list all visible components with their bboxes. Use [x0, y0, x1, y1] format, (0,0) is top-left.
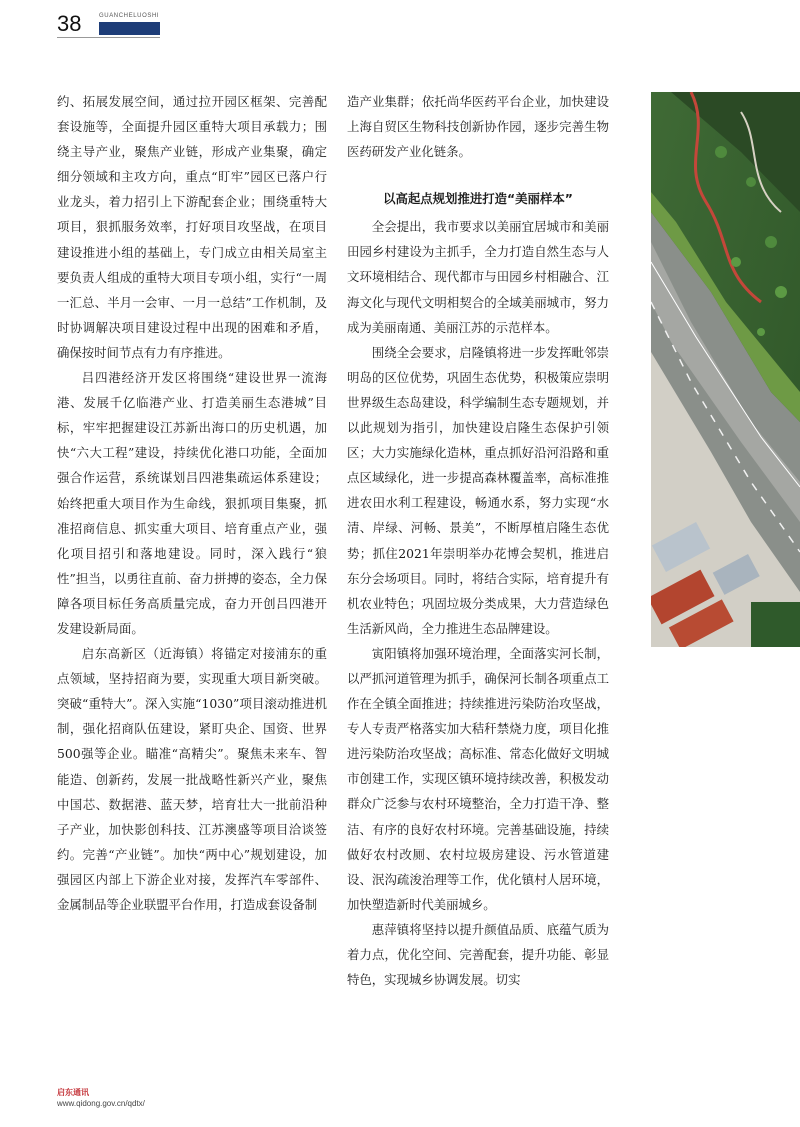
- magazine-name-bar: [99, 22, 212, 88]
- paragraph: 全会提出，我市要求以美丽宜居城市和美丽田园乡村建设为主抓手，全力打造自然生态与人文环境相结合、现代都市与田园乡村相融合、江海文化与现代文明相契合的全域美丽城市，努力成为美丽南通、美丽江苏的示范样本。: [347, 219, 609, 335]
- section-heading: 以高起点规划推进打造“美丽样本”: [383, 191, 573, 207]
- header-rule: [57, 37, 160, 38]
- page-number: 38: [57, 11, 82, 36]
- aerial-photo: [651, 92, 800, 647]
- aerial-photo-graphic: [651, 92, 800, 647]
- paragraph: 约、拓展发展空间，通过拉开园区框架、完善配套设施等，全面提升园区重特大项目承载力；围绕主导产业，聚焦产业链，形成产业集聚，确定细分领域和主攻方向，重点“盯牢”园区已落户行业龙头，着力招引上下游配套企业；围绕重特大项目，狠抓服务效率，打好项目攻坚战，在项目建设推进小组的基础上，专门成立由相关局室主要负责人组成的重特大项目专项小组，实行“一周一汇总、半月一会审、一月一总结”工作机制，及时协调解决项目建设过程中出现的困难和矛盾，确保按时间节点有力有序推进。: [57, 94, 327, 360]
- footer-brand: 启东通讯: [57, 1088, 89, 1097]
- left-column: [57, 89, 327, 917]
- middle-column: [347, 89, 609, 992]
- paragraph: 惠萍镇将坚持以提升颜值品质、底蕴气质为着力点，优化空间、完善配套，提升功能、彰显特色，实现城乡协调发展。切实: [347, 921, 609, 988]
- footer-url: www.qidong.gov.cn/qdtx/: [57, 1099, 145, 1108]
- magazine-name: 贯彻落实: [201, 45, 212, 88]
- paragraph: 吕四港经济开发区将围绕“建设世界一流海港、发展千亿临港产业、打造美丽生态港城”目标，牢牢把握建设江苏新出海口的历史机遇，加快“六大工程”建设，持续优化港口功能，全面加强合作运营，系统谋划吕四港集疏运体系建设；始终把重大项目作为生命线，狠抓项目集聚，抓准招商信息、抓实重大项目、培育重点产业，强化项目招引和落地建设。同时，深入践行“狼性”担当，以勇往直前、奋力拼搏的姿态，全力保障各项目标任务高质量完成，奋力开创吕四港开发建设新局面。: [57, 370, 327, 636]
- magazine-pinyin: GUANCHELUOSHI: [99, 13, 160, 19]
- page-header: [0, 0, 800, 88]
- paragraph: 启东高新区（近海镇）将锚定对接浦东的重点领域，坚持招商为要，实现重大项目新突破。突破“重特大”。深入实施“1030”项目滚动推进机制，强化招商队伍建设，紧盯央企、国资、世界500强等企业。瞄准“高精尖”。聚焦未来车、智能造、创新药，发展一批战略性新兴产业，聚焦中国芯、数据港、蓝天梦，培育壮大一批前沿种子产业，加快影创科技、江苏澳盛等项目洽谈签约。完善“产业链”。加快“两中心”规划建设，加强园区内部上下游企业对接，发挥汽车零部件、金属制品等企业联盟平台作用，打造成套设备制: [57, 646, 327, 912]
- paragraph: 寅阳镇将加强环境治理，全面落实河长制，以严抓河道管理为抓手，确保河长制各项重点工作在全镇全面推进；持续推进污染防治攻坚战，专人专责严格落实加大秸秆禁烧力度，项目化推进污染防治攻坚战；高标准、常态化做好文明城市创建工作，实现区镇环境持续改善，积极发动群众广泛参与农村环境整治，全力打造干净、整洁、有序的良好农村环境。完善基础设施，持续做好农村改厕、农村垃圾房建设、污水管道建设、泯沟疏浚治理等工作，优化镇村人居环境，加快塑造新时代美丽城乡。: [347, 645, 609, 912]
- paragraph: 造产业集群；依托尚华医药平台企业，加快建设上海自贸区生物科技创新协作园，逐步完善生物医药研发产业化链条。: [347, 94, 609, 160]
- paragraph: 围绕全会要求，启隆镇将进一步发挥毗邻崇明岛的区位优势，巩固生态优势，积极策应崇明世界级生态岛建设，科学编制生态专题规划，并以此规划为指引，加快建设启隆生态保护引领区；大力实施绿化造林，重点抓好沿河沿路和重点区域绿化，进一步提高森林覆盖率，高标准推进农田水利工程建设，畅通水系，努力实现“水清、岸绿、河畅、景美”，不断厚植启隆生态优势；抓住2021年崇明举办花博会契机，推进启东分会场项目。同时，将结合实际，培育提升有机农业特色；巩固垃圾分类成果，大力营造绿色生活新风尚，全力推进生态品牌建设。: [347, 344, 609, 636]
